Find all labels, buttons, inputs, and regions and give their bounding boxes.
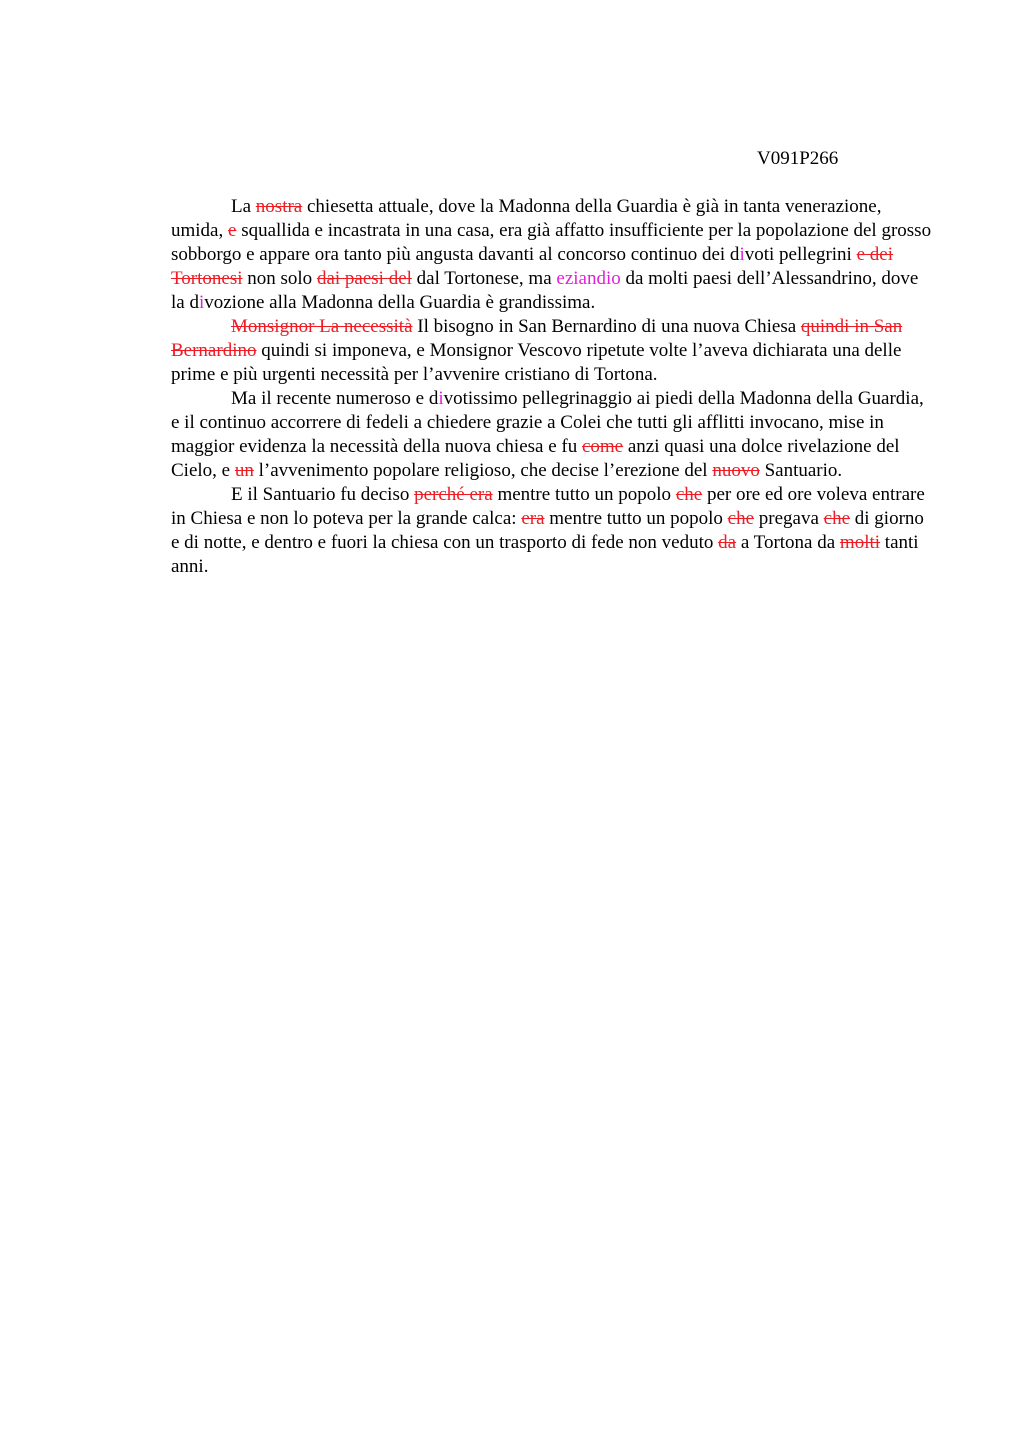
text-run: vozione alla Madonna della Guardia è grandissima. — [204, 292, 596, 313]
deleted-text: e — [228, 220, 237, 241]
deleted-text: nuovo — [712, 460, 760, 481]
text-run: votissimo pellegrinaggio ai piedi della Madonna della Guardia, e il continuo accorrere di fedeli a chiedere grazie a Colei che tutti gli afflitti invocano, mise in maggior evidenza la necessità della nuova chiesa e fu — [171, 388, 924, 457]
text-run: E il Santuario fu deciso — [231, 484, 415, 505]
deleted-text: e dei Tortonesi — [171, 244, 893, 289]
text-run: pregava — [754, 508, 824, 529]
deleted-text: quindi in San Bernardino — [171, 316, 903, 361]
text-run: di giorno e di notte, e dentro e fuori la chiesa con un trasporto di fede non veduto — [171, 508, 924, 553]
text-run: Santuario. — [759, 460, 843, 481]
text-run: squallida e incastrata in una casa, era già affatto insufficiente per la popolazione del grosso sobborgo e appare ora tanto più angusta davanti al concorso continuo dei d — [171, 220, 932, 265]
deleted-text: che — [727, 508, 755, 529]
text-run: La — [231, 196, 256, 217]
document-body — [171, 195, 936, 579]
deleted-text: era — [521, 508, 545, 529]
text-run: a Tortona da — [736, 532, 840, 553]
paragraph — [171, 315, 936, 387]
paragraph — [171, 483, 936, 579]
deleted-text: Monsignor La necessità — [231, 316, 413, 337]
deleted-text: nostra — [255, 196, 303, 217]
text-run: tanti anni. — [171, 532, 919, 577]
paragraph — [171, 387, 936, 483]
deleted-text: che — [675, 484, 703, 505]
deleted-text: perché era — [414, 484, 493, 505]
deleted-text: dai paesi del — [316, 268, 412, 289]
deleted-text: da — [718, 532, 737, 553]
text-run: Ma il recente numeroso e d — [231, 388, 439, 409]
text-run: l’avvenimento popolare religioso, che decise l’erezione del — [253, 460, 713, 481]
deleted-text: molti — [839, 532, 881, 553]
text-run: Il bisogno in San Bernardino di una nuova Chiesa — [412, 316, 801, 337]
document-id: V091P266 — [757, 148, 839, 169]
text-run: quindi si imponeva, e Monsignor Vescovo ripetute volte l’aveva dichiarata una delle prime e più urgenti necessità per l’avvenire cristiano di Tortona. — [171, 340, 902, 385]
deleted-text: un — [234, 460, 254, 481]
text-run: anzi quasi una dolce rivelazione del Cielo, e — [171, 436, 900, 481]
text-run: per ore ed ore voleva entrare in Chiesa e non lo poteva per la grande calca: — [171, 484, 925, 529]
inserted-text: i — [739, 244, 745, 265]
paragraph — [171, 195, 936, 315]
text-run: mentre tutto un popolo — [544, 508, 728, 529]
text-run: mentre tutto un popolo — [492, 484, 676, 505]
inserted-text: i — [438, 388, 444, 409]
inserted-text: i — [198, 292, 205, 313]
text-run: non solo — [242, 268, 317, 289]
text-run: chiesetta attuale, dove la Madonna della Guardia è già in tanta venerazione, umida, — [171, 196, 882, 241]
inserted-text: eziandio — [556, 268, 621, 289]
text-run: da molti paesi dell’Alessandrino, dove la d — [171, 268, 919, 313]
text-run: voti pellegrini — [744, 244, 857, 265]
text-run: dal Tortonese, ma — [411, 268, 557, 289]
deleted-text: come — [581, 436, 624, 457]
deleted-text: che — [823, 508, 851, 529]
